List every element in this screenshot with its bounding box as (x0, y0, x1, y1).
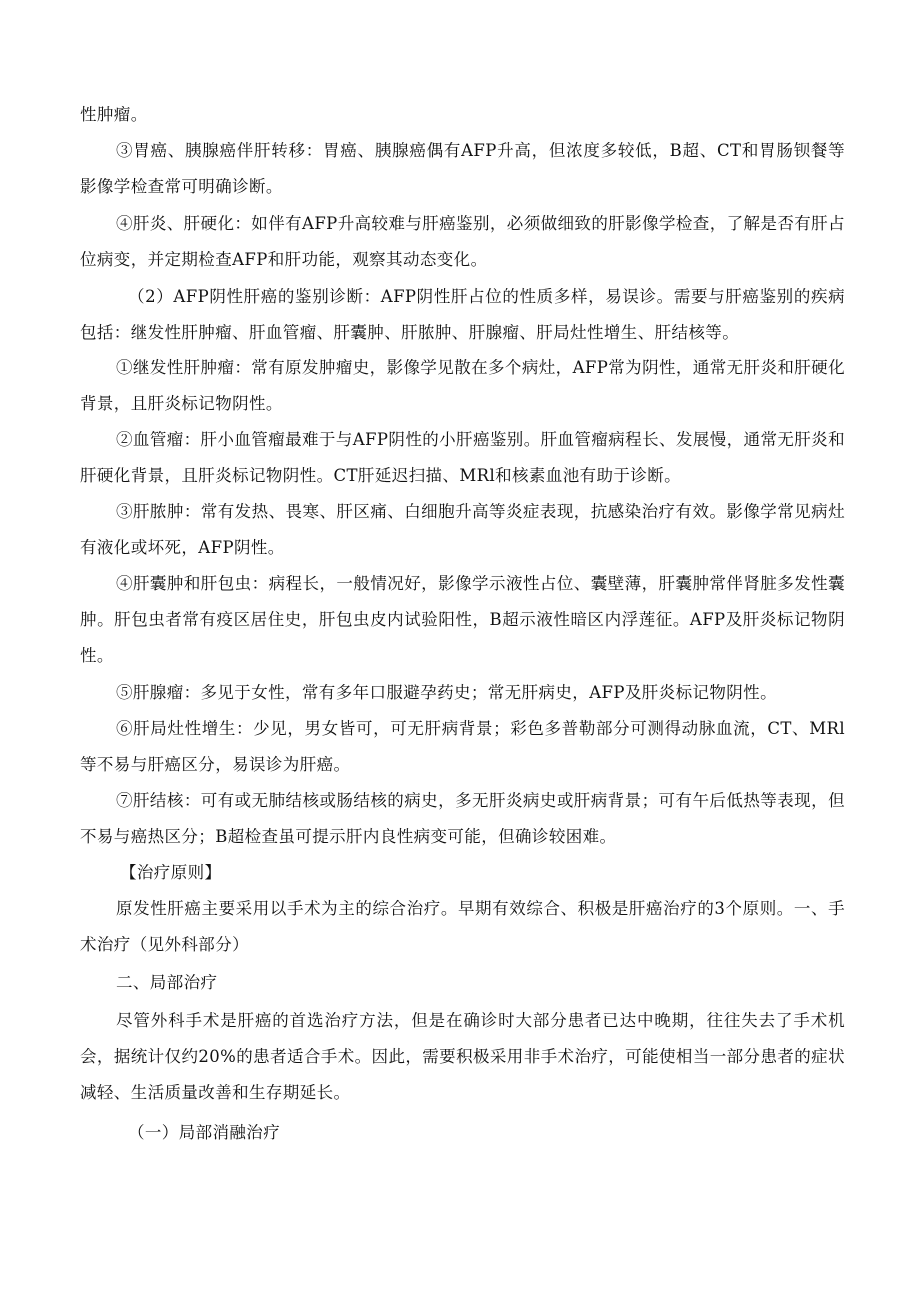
subsection-heading-ablation: （一）局部消融治疗 (128, 1123, 281, 1142)
paragraph-cyst-hydatid: ④肝囊肿和肝包虫：病程长，一般情况好，影像学示液性占位、囊壁薄，肝囊肿常伴肾脏多发性囊肿。肝包虫者常有疫区居住史，肝包虫皮内试验阳性，B超示液性暗区内浮莲征。AFP及肝炎标记物阴性。 (80, 574, 845, 665)
paragraph-liver-abscess: ③肝脓肿：常有发热、畏寒、肝区痛、白细胞升高等炎症表现，抗感染治疗有效。影像学常见病灶有液化或坏死，AFP阴性。 (80, 502, 845, 557)
paragraph-liver-tuberculosis: ⑦肝结核：可有或无肺结核或肠结核的病史，多无肝炎病史或肝病背景；可有午后低热等表现，但不易与癌热区分；B超检查虽可提示肝内良性病变可能，但确诊较困难。 (80, 791, 845, 846)
section-heading-treatment-principles: 【治疗原则】 (120, 863, 222, 882)
paragraph-secondary-liver-tumor: ①继发性肝肿瘤：常有原发肿瘤史，影像学见散在多个病灶，AFP常为阴性，通常无肝炎和肝硬化背景，且肝炎标记物阴性。 (80, 358, 845, 413)
paragraph-hepatitis-cirrhosis: ④肝炎、肝硬化：如伴有AFP升高较难与肝癌鉴别，必须做细致的肝影像学检查，了解是否有肝占位病变，并定期检查AFP和肝功能，观察其动态变化。 (80, 214, 845, 269)
paragraph-hemangioma: ②血管瘤：肝小血管瘤最难于与AFP阴性的小肝癌鉴别。肝血管瘤病程长、发展慢，通常无肝炎和肝硬化背景，且肝炎标记物阴性。CT肝延迟扫描、MRl和核素血池有助于诊断。 (80, 430, 845, 485)
section-heading-local-treatment: 二、局部治疗 (116, 973, 218, 992)
paragraph-liver-adenoma: ⑤肝腺瘤：多见于女性，常有多年口服避孕药史；常无肝病史，AFP及肝炎标记物阴性。 (116, 683, 777, 702)
paragraph-treatment-overview: 原发性肝癌主要采用以手术为主的综合治疗。早期有效综合、积极是肝癌治疗的3个原则。一、手术治疗（见外科部分） (80, 899, 845, 954)
paragraph-focal-hyperplasia: ⑥肝局灶性增生：少见，男女皆可，可无肝病背景；彩色多普勒部分可测得动脉血流，CT、MRl等不易与肝癌区分，易误诊为肝癌。 (80, 719, 845, 774)
paragraph-continuation: 性肿瘤。 (80, 105, 148, 124)
paragraph-afp-negative-diagnosis: （2）AFP阴性肝癌的鉴别诊断：AFP阴性肝占位的性质多样，易误诊。需要与肝癌鉴别的疾病包括：继发性肝肿瘤、肝血管瘤、肝囊肿、肝脓肿、肝腺瘤、肝局灶性增生、肝结核等。 (80, 287, 845, 342)
paragraph-local-treatment-body: 尽管外科手术是肝癌的首选治疗方法，但是在确诊时大部分患者已达中晚期，往往失去了手术机会，据统计仅约20%的患者适合手术。因此，需要积极采用非手术治疗，可能使相当一部分患者的症状减轻、生活质量改善和生存期延长。 (80, 1011, 845, 1102)
paragraph-gastric-pancreatic-metastasis: ③胃癌、胰腺癌伴肝转移：胃癌、胰腺癌偶有AFP升高，但浓度多较低，B超、CT和胃肠钡餐等影像学检查常可明确诊断。 (80, 141, 845, 196)
